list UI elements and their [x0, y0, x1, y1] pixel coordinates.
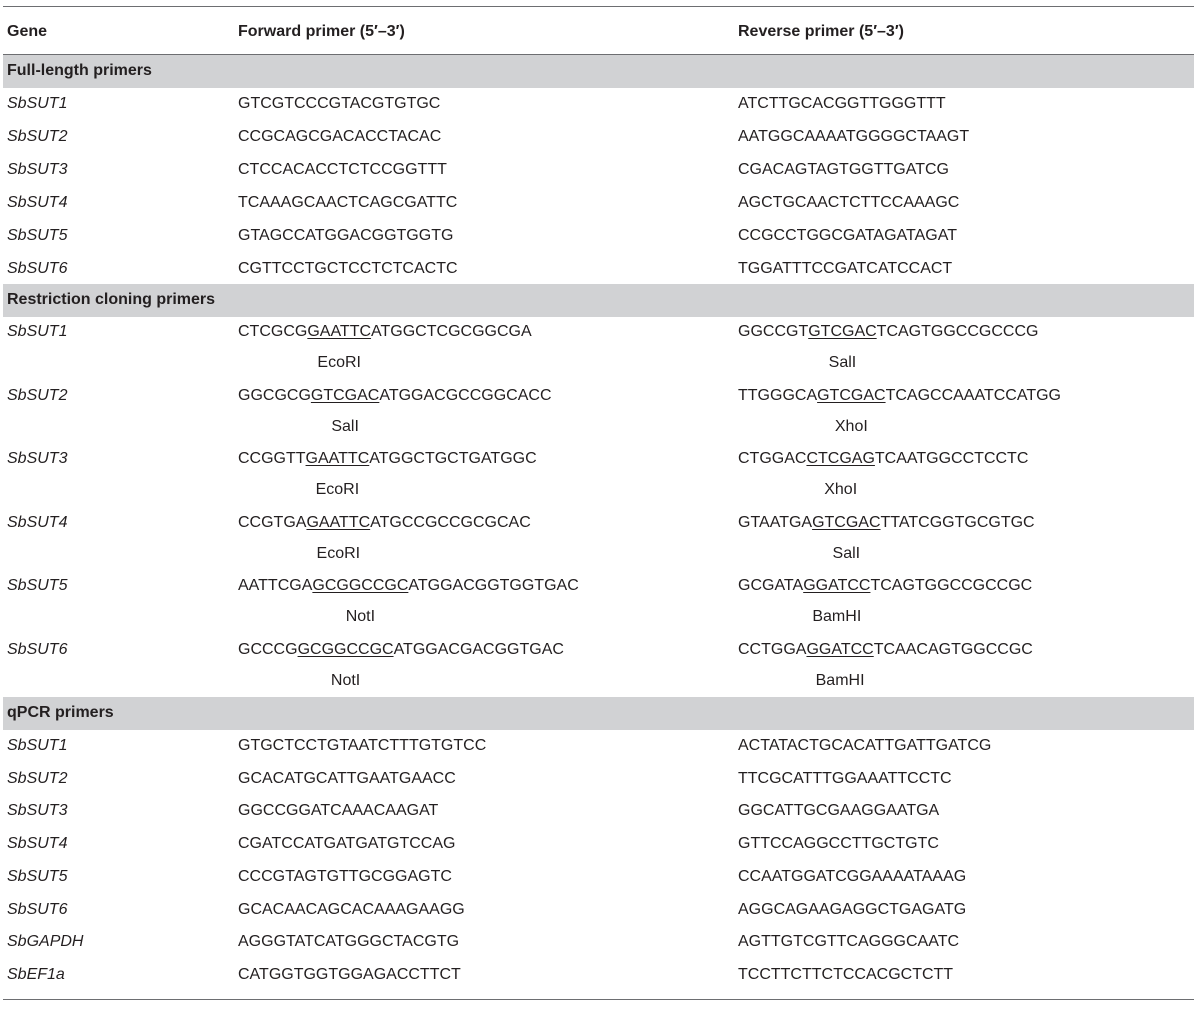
top-rule [3, 6, 1194, 7]
reverse-enzyme: XhoI [824, 481, 858, 498]
primer-prefix: CTGGAC [738, 450, 807, 467]
forward-primer: GTCGTCCCGTACGTGTGC [238, 95, 441, 112]
primer-prefix: TTGGGCA [738, 386, 818, 404]
gene-name: SbSUT6 [7, 640, 68, 658]
gene-name: SbSUT4 [7, 194, 68, 211]
gene-name: SbSUT3 [7, 161, 68, 178]
primer-suffix: ATGCCGCCGCGCAC [370, 513, 531, 531]
forward-primer: CCGCAGCGACACCTACAC [238, 128, 442, 145]
forward-primer [238, 576, 579, 596]
header-reverse: Reverse primer (5′–3′) [738, 23, 904, 40]
reverse-primer: ATCTTGCACGGTTGGGTTT [738, 95, 946, 112]
forward-enzyme: EcoRI [316, 544, 361, 562]
gene-name: SbSUT3 [7, 450, 68, 467]
primer-prefix: CCGTGA [238, 513, 307, 531]
primer-prefix: GGCGCG [238, 386, 311, 404]
gene-name: SbSUT5 [7, 577, 68, 594]
forward-enzyme: EcoRI [315, 481, 360, 498]
primer-suffix: TCAGCCAAATCCATGG [885, 386, 1061, 404]
reverse-primer: TTCGCATTTGGAAATTCCTC [738, 769, 952, 787]
primer-suffix: TCAGTGGCCGCCCG [876, 323, 1039, 340]
reverse-primer: ACTATACTGCACATTGATTGATCG [738, 737, 992, 754]
reverse-primer [738, 513, 1035, 533]
restriction-site: GCGGCCGC [297, 640, 394, 658]
restriction-site: GAATTC [306, 513, 371, 531]
forward-primer: GCACATGCATTGAATGAACC [238, 769, 456, 787]
reverse-primer [738, 322, 1038, 342]
primer-suffix: TTATCGGTGCGTGC [880, 513, 1035, 531]
reverse-enzyme: XhoI [834, 417, 868, 435]
restriction-site: GAATTC [305, 450, 370, 467]
gene-name: SbSUT3 [7, 802, 68, 820]
restriction-site: GGATCC [803, 577, 871, 594]
primer-suffix: ATGGCTGCTGATGGC [369, 450, 537, 467]
section-restriction [3, 284, 1194, 317]
section-qpcr [3, 697, 1194, 730]
forward-primer: GGCCGGATCAAACAAGAT [238, 802, 439, 820]
forward-enzyme: NotI [345, 608, 376, 625]
forward-enzyme: SalI [331, 417, 359, 435]
gene-name: SbEF1a [7, 965, 65, 983]
forward-primer: GCACAACAGCACAAAGAAGG [238, 900, 465, 918]
forward-primer: CGTTCCTGCTCCTCTCACTC [238, 260, 458, 277]
reverse-primer: AGTTGTCGTTCAGGGCAATC [738, 933, 960, 951]
primer-suffix: ATGGCTCGCGGCGA [371, 323, 532, 340]
forward-primer: TCAAAGCAACTCAGCGATTC [238, 194, 458, 211]
reverse-primer [738, 449, 1028, 469]
gene-name: SbSUT6 [7, 260, 68, 277]
forward-primer: CGATCCATGATGATGTCCAG [238, 835, 456, 853]
gene-name: SbSUT5 [7, 867, 68, 885]
primer-prefix: AATTCGA [238, 577, 313, 594]
reverse-primer: CCAATGGATCGGAAAATAAAG [738, 867, 967, 885]
forward-primer [238, 322, 532, 342]
forward-primer: GTAGCCATGGACGGTGGTG [238, 227, 454, 244]
primer-prefix: GGCCGT [738, 323, 809, 340]
reverse-primer: GGCATTGCGAAGGAATGA [738, 802, 940, 820]
forward-primer [238, 449, 537, 469]
forward-primer [238, 513, 531, 533]
reverse-primer: AGCTGCAACTCTTCCAAAGC [738, 194, 960, 211]
header-gene: Gene [7, 23, 48, 40]
restriction-site: GTCGAC [812, 513, 881, 531]
gene-name: SbSUT1 [7, 323, 68, 340]
gene-name: SbSUT6 [7, 900, 68, 918]
primer-prefix: GCCCG [238, 640, 298, 658]
forward-primer: GTGCTCCTGTAATCTTTGTGTCC [238, 737, 487, 754]
section-label: Full-length primers [7, 62, 152, 79]
header-forward: Forward primer (5′–3′) [238, 23, 405, 40]
primer-prefix: CTCGCG [238, 323, 308, 340]
restriction-site: GTCGAC [310, 386, 380, 404]
forward-primer: AGGGTATCATGGGCTACGTG [238, 933, 460, 951]
primer-prefix: GTAATGA [738, 513, 813, 531]
reverse-primer: AGGCAGAAGAGGCTGAGATG [738, 900, 967, 918]
restriction-site: GTCGAC [817, 386, 886, 404]
gene-name: SbSUT1 [7, 737, 68, 754]
forward-primer: CATGGTGGTGGAGACCTTCT [238, 965, 461, 983]
reverse-enzyme: BamHI [815, 671, 865, 689]
reverse-primer: TGGATTTCCGATCATCCACT [738, 260, 953, 277]
reverse-primer: CCGCCTGGCGATAGATAGAT [738, 227, 957, 244]
forward-primer: CCCGTAGTGTTGCGGAGTC [238, 867, 452, 885]
section-label: Restriction cloning primers [7, 291, 216, 308]
restriction-site: GGATCC [806, 640, 874, 658]
primer-prefix: CCTGGA [738, 640, 807, 658]
reverse-primer: AATGGCAAAATGGGGCTAAGT [738, 128, 970, 145]
restriction-site: GTCGAC [808, 323, 877, 340]
section-label: qPCR primers [7, 704, 114, 721]
section-full-length [3, 55, 1194, 88]
gene-name: SbSUT2 [7, 769, 68, 787]
gene-name: SbGAPDH [7, 933, 84, 951]
reverse-primer [738, 640, 1033, 660]
gene-name: SbSUT5 [7, 227, 68, 244]
forward-enzyme: EcoRI [317, 354, 361, 371]
primer-suffix: TCAGTGGCCGCCGC [870, 577, 1033, 594]
forward-primer [238, 640, 564, 660]
forward-primer [238, 386, 552, 406]
bottom-rule [3, 999, 1194, 1000]
primer-suffix: ATGGACGCCGGCACC [379, 386, 552, 404]
reverse-primer [738, 386, 1061, 406]
reverse-enzyme: BamHI [812, 608, 862, 625]
reverse-enzyme: SalI [828, 354, 857, 371]
restriction-site: GAATTC [307, 323, 372, 340]
reverse-primer: GTTCCAGGCCTTGCTGTC [738, 835, 939, 853]
restriction-site: CTCGAG [806, 450, 875, 467]
reverse-primer: CGACAGTAGTGGTTGATCG [738, 161, 949, 178]
primer-suffix: ATGGACGACGGTGAC [393, 640, 564, 658]
gene-name: SbSUT2 [7, 386, 68, 404]
restriction-site: GCGGCCGC [312, 577, 409, 594]
primer-prefix: GCGATA [738, 577, 804, 594]
reverse-primer: TCCTTCTTCTCCACGCTCTT [738, 965, 954, 983]
reverse-enzyme: SalI [832, 544, 861, 562]
gene-name: SbSUT1 [7, 95, 68, 112]
primer-suffix: TCAACAGTGGCCGC [873, 640, 1033, 658]
primer-prefix: CCGGTT [238, 450, 306, 467]
forward-enzyme: NotI [330, 671, 361, 689]
gene-name: SbSUT4 [7, 513, 68, 531]
forward-primer: CTCCACACCTCTCCGGTTT [238, 161, 447, 178]
primer-suffix: TCAATGGCCTCCTC [874, 450, 1029, 467]
gene-name: SbSUT4 [7, 835, 68, 853]
reverse-primer [738, 576, 1032, 596]
gene-name: SbSUT2 [7, 128, 68, 145]
primer-suffix: ATGGACGGTGGTGAC [408, 577, 579, 594]
